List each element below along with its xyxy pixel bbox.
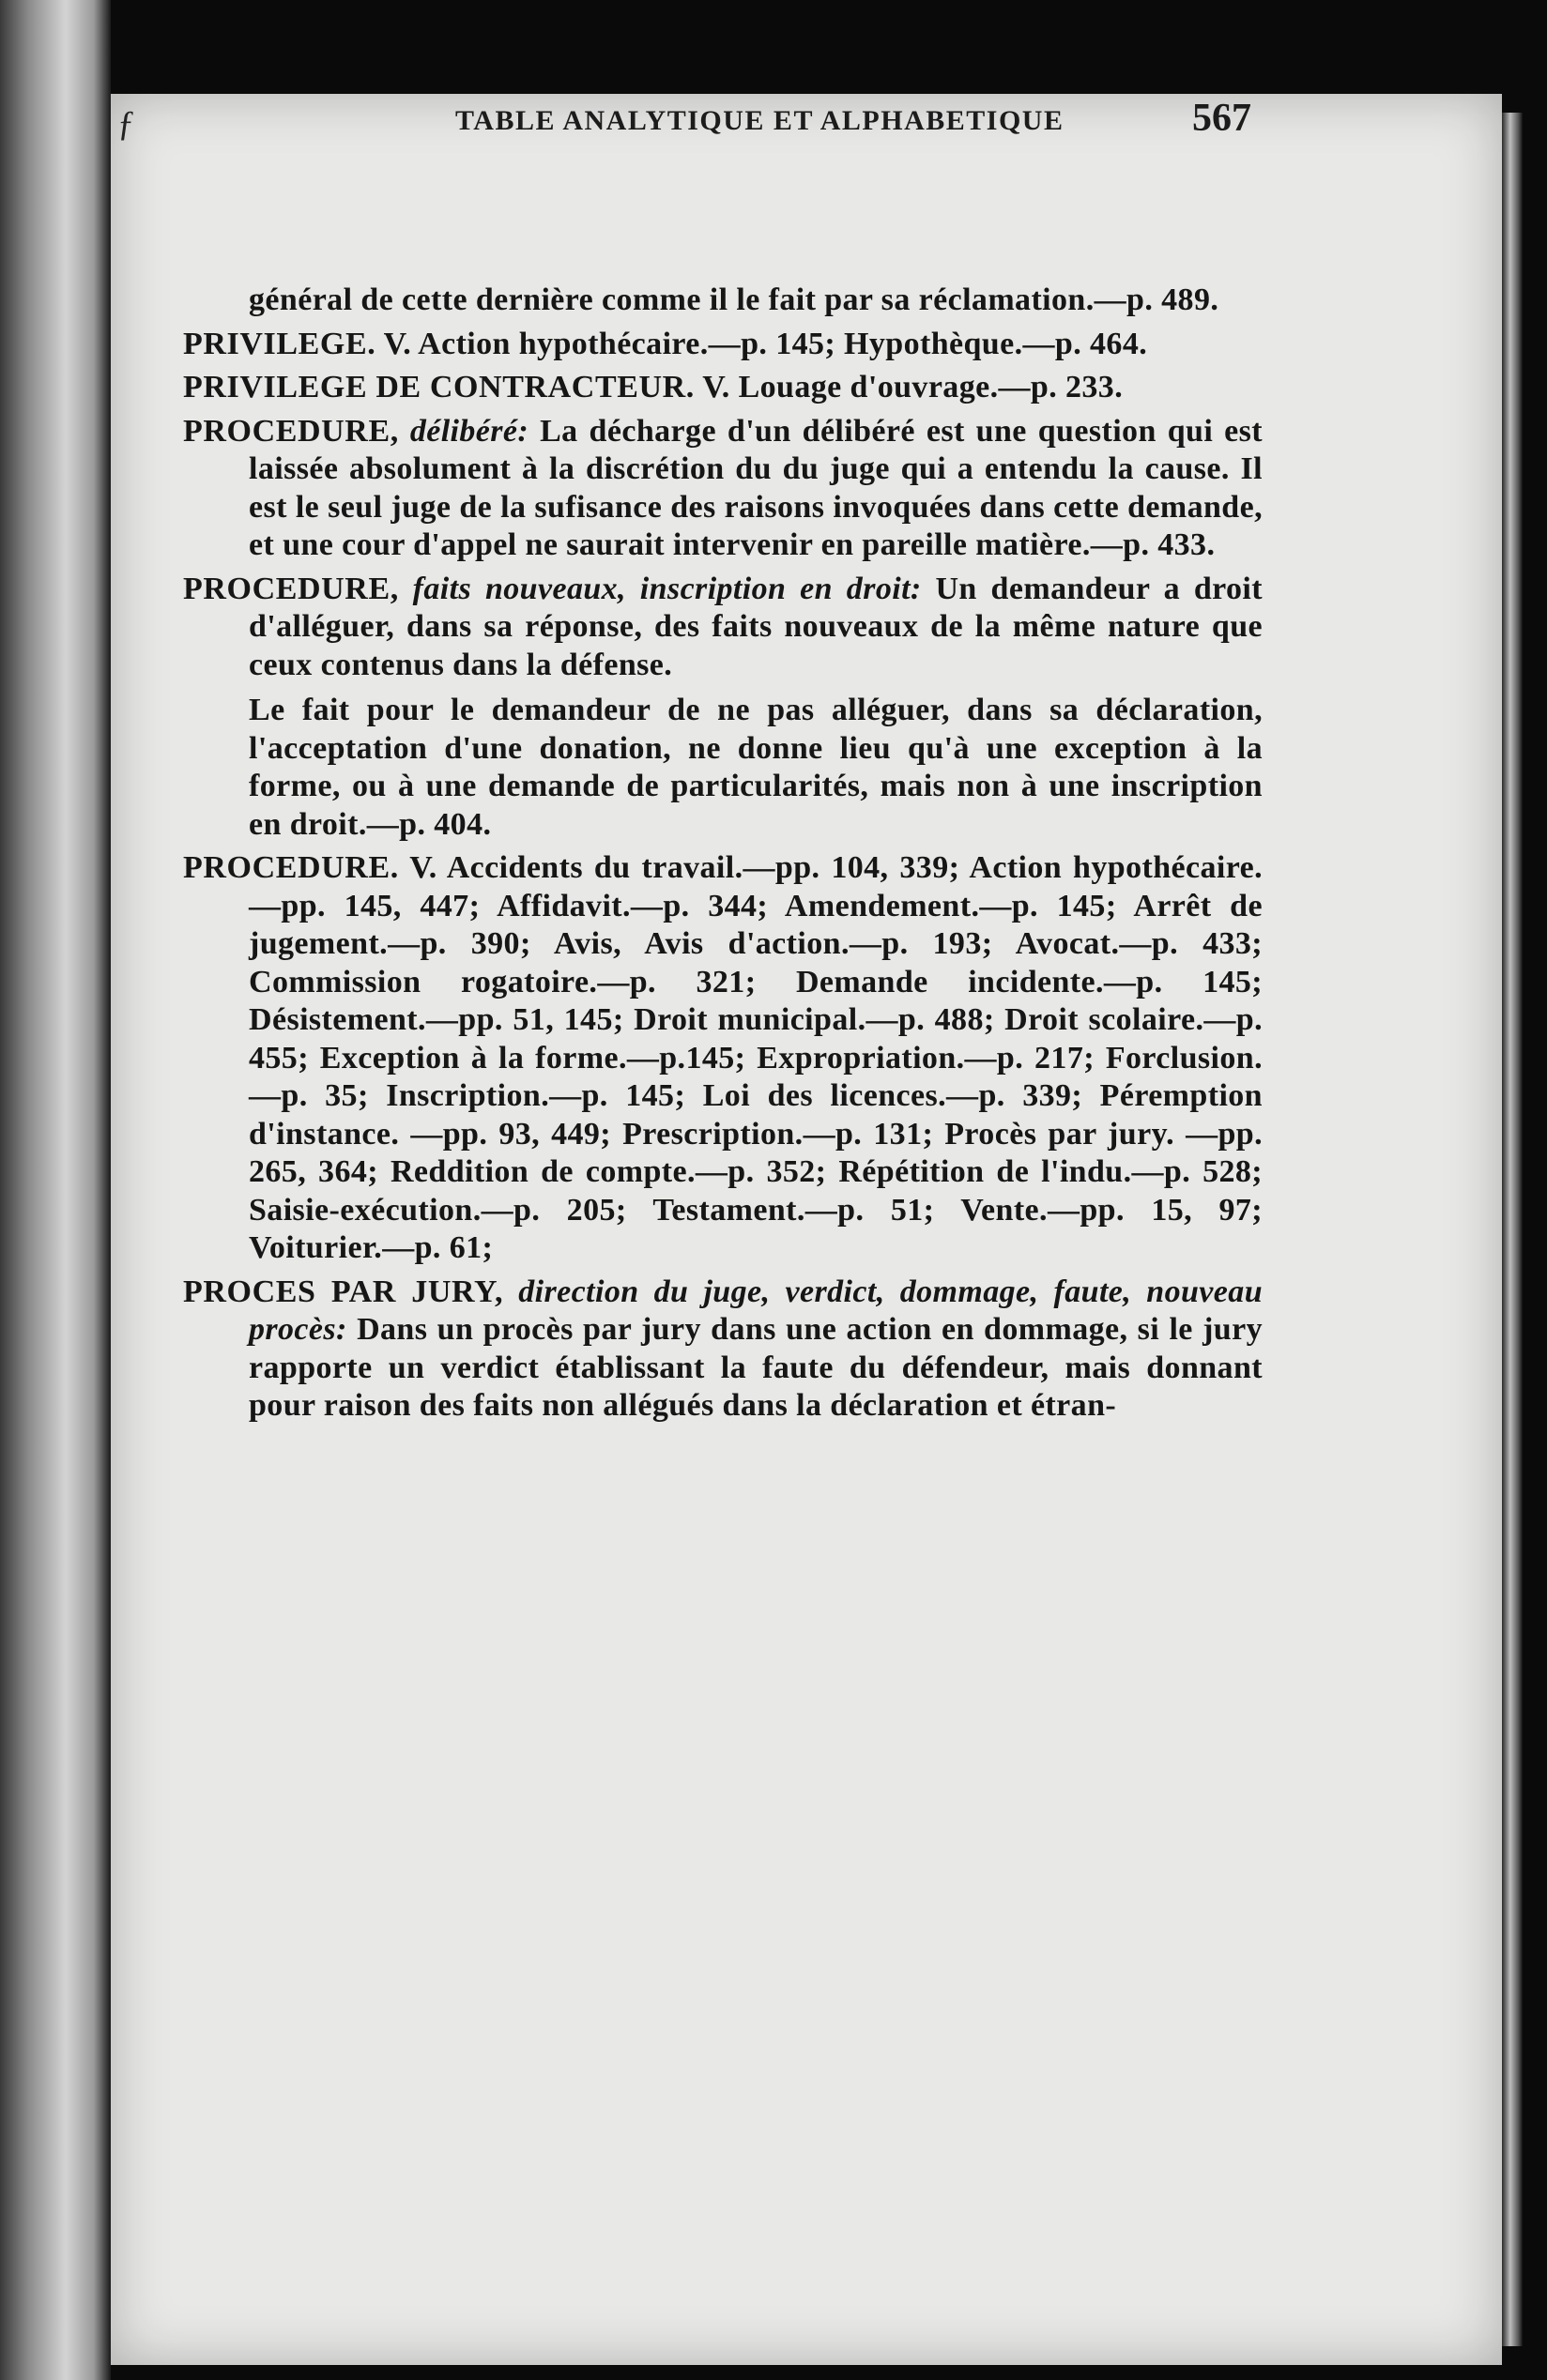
index-entry [183,369,1263,407]
entry-text: V. Action hypothécaire.—p. 145; Hypothèque.—p. 464. [383,326,1148,361]
entry-heading: PRIVILEGE DE CONTRACTEUR. [183,370,695,404]
entry-paragraph: Le fait pour le demandeur de ne pas alléguer, dans sa déclaration, l'acceptation d'une donation, ne donne lieu qu'à une exception à la forme, ou à une demande de particularités, mais non à une inscription en droit.—p. 404. [249,693,1263,842]
index-entry [183,413,1263,565]
page-number: 567 [1192,97,1251,140]
entry-heading: PRIVILEGE. [183,326,376,361]
entry-heading: PROCEDURE. [183,850,399,885]
continuation-text: général de cette dernière comme il le fait par sa réclamation.—p. 489. [249,282,1219,317]
entry-text: La décharge d'un délibéré est une question qui est laissée absolument à la discrétion du du juge qui a entendu la cause. Il est le seul juge de la sufisance des raisons invoquées dans cette demande, et une cour d'appel ne saurait intervenir en pareille matière.—p. 433. [249,413,1263,562]
index-entry [183,849,1263,1268]
entry-text: Dans un procès par jury dans une action en dommage, si le jury rapporte un verdict établissant la faute du défendeur, mais donnant pour raison des faits non allégués dans la déclaration et étran- [249,1312,1263,1423]
entry-heading: PROCEDURE, [183,571,399,606]
index-entry [183,1274,1263,1426]
entry-text: V. Louage d'ouvrage.—p. 233. [702,370,1124,404]
entry-topic: délibéré: [409,413,529,449]
entry-text: Un demandeur a droit d'alléguer, dans sa réponse, des faits nouveaux de la même nature que ceux contenus dans la défense. [249,571,1263,682]
index-text [183,282,1263,1431]
book-right-edge [1502,113,1523,2346]
entry-text: V. Accidents du travail.—pp. 104, 339; Action hypothécaire.—pp. 145, 447; Affidavit.—p. 344; Amendement.—p. 145; Arrêt de jugement.—p. 390; Avis, Avis d'action.—p. 193; Avocat.—p. 433; Commission rogatoire.—p. 321; Demande incidente.—p. 145; Désistement.—pp. 51, 145; Droit municipal.—p. 488; Droit scolaire.—p. 455; Exception à la forme.—p.145; Expropriation.—p. 217; Forclusion.—p. 35; Inscription.—p. 145; Loi des licences.—p. 339; Péremption d'instance. —pp. 93, 449; Prescription.—p. 131; Procès par jury. —pp. 265, 364; Reddition de compte.—p. 352; Répétition de l'indu.—p. 528; Saisie-exécution.—p. 205; Testament.—p. 51; Vente.—pp. 15, 97; Voiturier.—p. 61; [249,850,1263,1265]
entry-topic: direction du juge, verdict, dommage, faute, nouveau procès: [249,1274,1263,1347]
margin-mark: ƒ [117,104,135,144]
entry-heading: PROCES PAR JURY, [183,1274,504,1309]
entry-topic: faits nouveaux, inscription en droit: [412,571,922,606]
running-head-title: TABLE ANALYTIQUE ET ALPHABETIQUE [455,105,1065,136]
book-left-edge [0,0,111,2380]
index-entry [183,571,1263,845]
index-entry [183,326,1263,364]
entry-heading: PROCEDURE, [183,413,399,449]
